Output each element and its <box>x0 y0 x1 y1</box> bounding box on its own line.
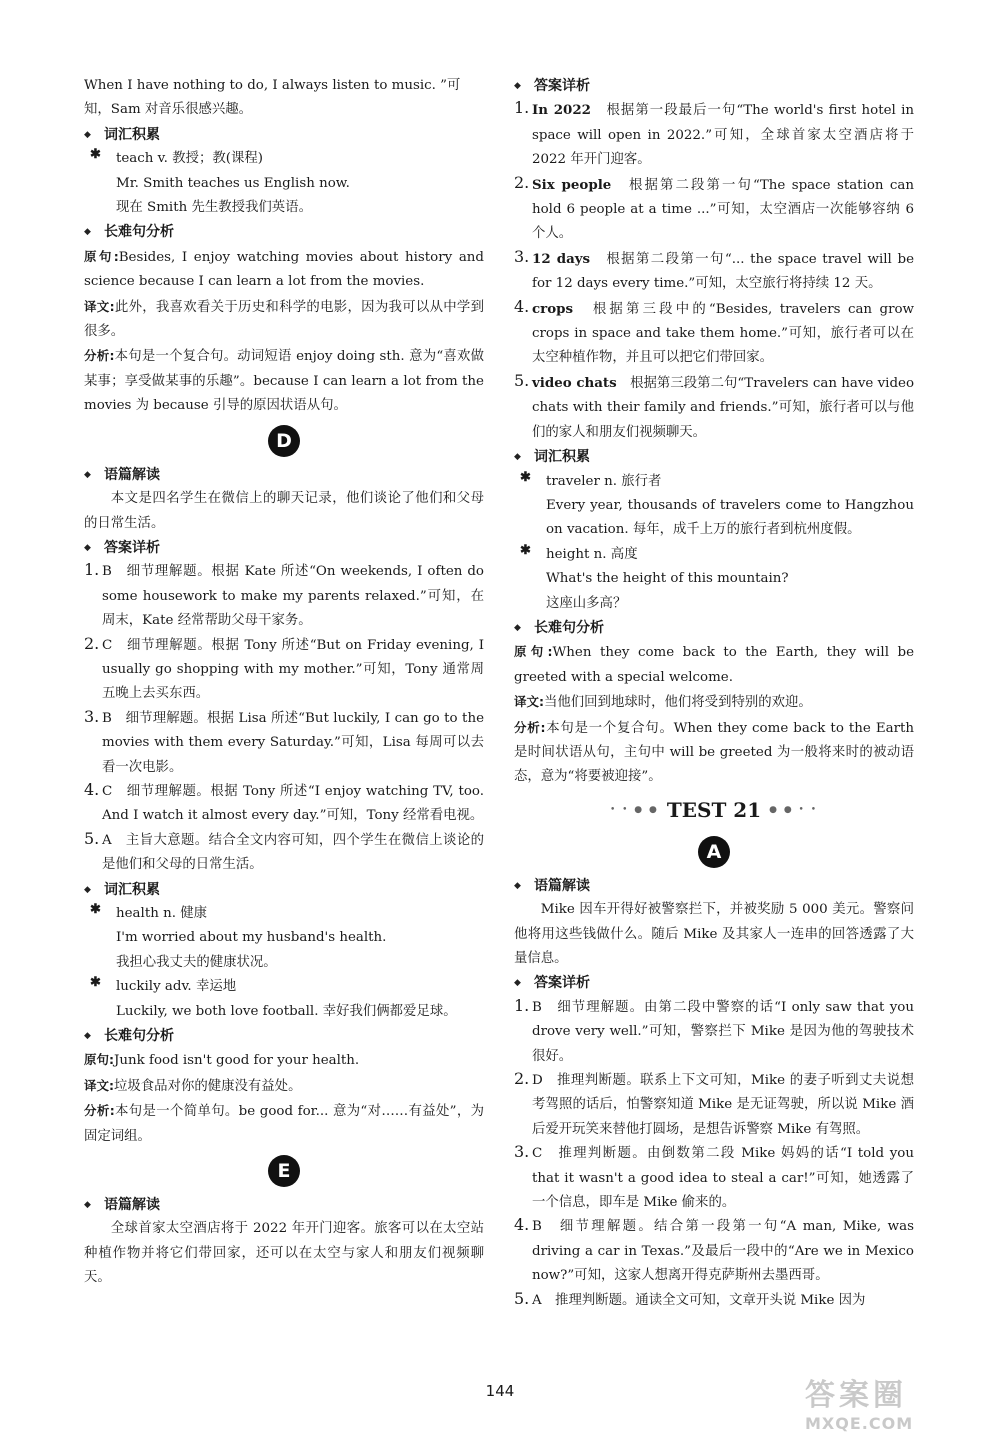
watermark-logo: 答案圈 MXQE.COM <box>805 1378 914 1433</box>
vocab-word: teach v. 教授；教(课程) <box>116 151 263 167</box>
vocab-word: height n. 高度 <box>546 546 638 562</box>
vocab-word: traveler n. 旅行者 <box>546 473 662 489</box>
heading-icon: ◆ <box>514 880 521 891</box>
answer-item: 3. 12 days 根据第二段第一句“... the space travel will be for 12 days every time.”可知，太空旅行将持续 12 天。 <box>514 246 915 292</box>
answer-item: 4. B 细节理解题。结合第一段第一句“A man, Mike, was driving a car in Texas.”及最后一段中的“Are we in Mexico now?”可知，这家人想离开得克萨斯州去墨西哥。 <box>514 1215 914 1284</box>
reading-heading: ◆ 语篇解读 <box>84 1193 484 1217</box>
long-sentence-heading: ◆ 长难句分析 <box>84 220 484 244</box>
answer-item: 3. B 细节理解题。根据 Lisa 所述“But luckily, I can go to the movies with them every Saturday.”可知，Lisa 每周可以去看一次电影。 <box>84 706 484 775</box>
long-sentence-heading: ◆ 长难句分析 <box>84 1024 484 1048</box>
vocab-example-en: What's the height of this mountain? <box>546 571 789 587</box>
section-letter-a: A <box>698 836 730 868</box>
vocab-heading: ◆ 词汇积累 <box>84 123 484 147</box>
star-icon: ✱ <box>520 542 531 558</box>
test-title-text: TEST 21 <box>666 797 762 822</box>
long-sentence-heading: ◆ 长难句分析 <box>514 616 914 640</box>
vocab-entry <box>514 543 914 616</box>
vocab-example-zh: 我担心我丈夫的健康状况。 <box>116 954 277 970</box>
answers-heading: ◆ 答案详析 <box>84 536 484 560</box>
answer-item: 1. B 细节理解题。由第二段中警察的话“I only saw that you drove very well.”可知，警察拦下 Mike 是因为他的驾驶技术很好。 <box>514 995 914 1064</box>
translation-sentence: 译文:当他们回到地球时，他们将受到特别的欢迎。 <box>514 694 812 711</box>
reading-heading: ◆ 语篇解读 <box>514 874 914 898</box>
vocab-example-en: Luckily, we both love football. 幸好我们俩都爱足球。 <box>116 1003 457 1019</box>
answers-heading: ◆ 答案详析 <box>514 971 914 995</box>
intro-line: 知，Sam 对音乐很感兴趣。 <box>84 102 253 118</box>
heading-icon: ◆ <box>514 452 521 463</box>
star-icon: ✱ <box>90 147 101 163</box>
heading-icon: ◆ <box>84 884 91 895</box>
answer-item: 1. In 2022 根据第一段最后一句“The world's first hotel in space will open in 2022.”可知，全球首家太空酒店将于 2022 年开门迎客。 <box>514 98 915 168</box>
answers-heading: ◆ 答案详析 <box>514 74 914 98</box>
heading-icon: ◆ <box>84 469 91 480</box>
heading-icon: ◆ <box>84 129 91 140</box>
analysis-sentence: 分析:本句是一个复合句。When they come back to the Earth 是时间状语从句，主句中 will be greeted 为一般将来时的被动语态，意为“将要被迎接”。 <box>514 719 915 785</box>
vocab-word: luckily adv. 幸运地 <box>116 979 237 995</box>
translation-sentence: 译文:此外，我喜欢看关于历史和科学的电影，因为我可以从中学到很多。 <box>84 298 485 340</box>
original-sentence: 原句:Junk food isn't good for your health. <box>84 1052 360 1069</box>
test-title <box>514 790 914 830</box>
heading-icon: ◆ <box>84 1200 91 1211</box>
heading-icon: ◆ <box>514 978 521 989</box>
star-icon: ✱ <box>520 469 531 485</box>
section-letter-e: E <box>268 1155 300 1187</box>
vocab-example-en: I'm worried about my husband's health. <box>116 930 387 946</box>
translation-sentence: 译文:垃圾食品对你的健康没有益处。 <box>84 1077 302 1094</box>
heading-icon: ◆ <box>514 81 521 91</box>
answer-item: 2. D 推理判断题。联系上下文可知，Mike 的妻子听到丈夫说想考驾照的话后，怕警察知道 Mike 是无证驾驶，所以说 Mike 酒后爱开玩笑来替他打圆场，是想告诉警察 Mike 有驾照。 <box>514 1069 914 1137</box>
answer-item: 5. A 推理判断题。通读全文可知，文章开头说 Mike 因为 <box>514 1288 866 1308</box>
original-sentence: 原句:Besides, I enjoy watching movies about history and science because I can learn a lot from the movies. <box>84 248 484 290</box>
star-icon: ✱ <box>90 975 101 991</box>
vocab-entry <box>84 147 484 220</box>
heading-icon: ◆ <box>84 227 91 238</box>
vocab-entry <box>514 470 914 543</box>
vocab-entry <box>84 975 484 1024</box>
section-letter-d: D <box>268 425 300 457</box>
analysis-sentence: 分析:本句是一个复合句。动词短语 enjoy doing sth. 意为“喜欢做某事；享受做某事的乐趣”。because I can learn a lot from the movies 为 because 引导的原因状语从句。 <box>84 348 485 414</box>
answer-item: 4. crops 根据第三段中的“Besides, travelers can grow crops in space and take them home.”可知，旅行者可以在太空种植作物，并且可以把它们带回家。 <box>514 296 915 366</box>
heading-icon: ◆ <box>84 542 91 553</box>
answer-item: 4. C 细节理解题。根据 Tony 所述“I enjoy watching TV, too. And I watch it almost every day.”可知，Tony 经常看电视。 <box>84 779 484 824</box>
vocab-entry <box>84 902 484 975</box>
reading-heading: ◆ 语篇解读 <box>84 463 484 487</box>
vocab-heading: ◆ 词汇积累 <box>84 878 484 902</box>
vocab-heading: ◆ 词汇积累 <box>514 445 914 469</box>
page-number: 144 <box>485 1382 515 1400</box>
reading-summary: 全球首家太空酒店将于 2022 年开门迎客。旅客可以在太空站种植作物并将它们带回家，还可以在太空与家人和朋友们视频聊天。 <box>84 1221 484 1286</box>
answer-item: 1. B 细节理解题。根据 Kate 所述“On weekends, I often do some housework to make my parents relaxed.”可知，在周末，Kate 经常帮助父母干家务。 <box>84 560 484 629</box>
star-icon: ✱ <box>90 902 101 917</box>
left-column <box>84 74 484 1291</box>
heading-icon: ◆ <box>514 622 521 633</box>
vocab-example-zh: 这座山多高？ <box>546 595 627 611</box>
vocab-word: health n. 健康 <box>116 906 207 921</box>
vocab-example-zh: 现在 Smith 先生教授我们英语。 <box>116 200 312 216</box>
answer-item: 2. C 细节理解题。根据 Tony 所述“But on Friday evening, I usually go shopping with my mother.”可知，Tony 通常周五晚上去买东西。 <box>84 633 484 702</box>
reading-summary: 本文是四名学生在微信上的聊天记录，他们谈论了他们和父母的日常生活。 <box>84 491 484 531</box>
analysis-sentence: 分析:本句是一个简单句。be good for... 意为“对……有益处”，为固定词组。 <box>84 1103 484 1144</box>
intro-line: When I have nothing to do, I always listen to music. ”可 <box>84 78 461 93</box>
vocab-example-en: Every year, thousands of travelers come to Hangzhou on vacation. 每年，成千上万的旅行者到杭州度假。 <box>546 497 914 538</box>
answer-item: 3. C 推理判断题。由倒数第二段 Mike 妈妈的话“I told you that it wasn't a good idea to steal a car!”可知，她透露了一个信息，即车是 Mike 偷来的。 <box>514 1142 914 1211</box>
reading-summary: Mike 因车开得好被警察拦下，并被奖励 5 000 美元。警察问他将用这些钱做什么。随后 Mike 及其家人一连串的回答透露了大量信息。 <box>514 902 914 966</box>
decor-dots-icon: ● ● • • <box>769 804 819 815</box>
heading-icon: ◆ <box>84 1031 91 1042</box>
decor-dots-icon: • • ● ● <box>609 804 659 815</box>
original-sentence: 原句:When they come back to the Earth, they will be greeted with a special welcome. <box>514 644 915 685</box>
vocab-example-en: Mr. Smith teaches us English now. <box>116 175 350 191</box>
answer-item: 5. A 主旨大意题。结合全文内容可知，四个学生在微信上谈论的是他们和父母的日常生活。 <box>84 828 484 873</box>
answer-item: 5. video chats 根据第三段第二句“Travelers can have video chats with their family and friends.”可知，旅行者可以与他们的家人和朋友们视频聊天。 <box>514 370 915 440</box>
answer-item: 2. Six people 根据第二段第一句“The space station can hold 6 people at a time ...”可知，太空酒店一次能够容纳 6 个人。 <box>514 172 915 242</box>
right-column <box>514 74 914 1313</box>
